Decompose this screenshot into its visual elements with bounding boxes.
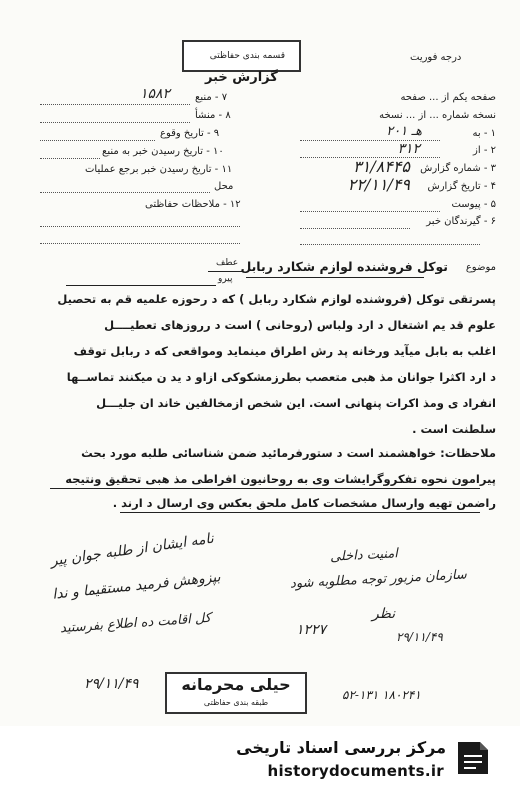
classification-stamp-bottom <box>165 672 307 714</box>
left-field-location-line <box>40 192 210 193</box>
body-line-6: سلطنت است . <box>412 422 496 436</box>
left-field-11: ۱۱ - تاریخ رسیدن خبر برجع عملیات <box>85 164 233 175</box>
field-2-label: از <box>473 145 481 156</box>
handwritten-left-line-2: بپزوهش فرمید مستقیما و ندا <box>51 569 222 603</box>
field-5: ۵ - پیوست <box>451 199 496 210</box>
field-6-line <box>300 228 410 229</box>
field-1: ۱ - به <box>472 128 496 139</box>
left-field-10: ۱۰ - تاریخ رسیدن خبر به منبع <box>102 146 224 157</box>
stamp-top-text: قسمه بندی حفاظتی <box>209 51 285 61</box>
left-field-10-num: ۱۰ <box>212 146 224 157</box>
field-5-line <box>300 211 440 212</box>
left-field-7-label: منبع <box>195 92 212 103</box>
subject-label: موضوع <box>465 262 496 273</box>
left-field-location: محل <box>214 181 234 192</box>
left-field-11-num: ۱۱ <box>221 164 233 175</box>
handwritten-right-number: ۱۲۲۷ <box>296 622 327 638</box>
field-5-num: ۵ <box>490 199 496 210</box>
field-2-num: ۲ <box>490 145 496 156</box>
remarks-label: ملاحظات <box>444 446 496 460</box>
piro-label: پیرو <box>218 274 233 284</box>
field-3-num: ۳ <box>490 163 496 174</box>
subject-left-rule <box>66 285 216 286</box>
handwritten-left-line-3: کل اقامت ده اطلاع بفرستید <box>59 610 212 637</box>
field-5-label: پیوست <box>451 199 481 210</box>
left-field-7-value: ۱۵۸۲ <box>140 86 171 102</box>
field-1-label: به <box>472 128 481 139</box>
remarks-text-1: : خواهشمند است د ستورفرمائید ضمن شناسائی طلبه مورد بحث <box>81 446 445 460</box>
left-field-12-num: ۱۲ <box>229 199 241 210</box>
atf-label: عطف <box>216 258 239 268</box>
left-field-8: ۸ - منشأ <box>195 110 231 121</box>
stamp-bottom-small: طبقه بندی حفاظتی <box>203 698 269 707</box>
body-line-5: انفراد ی ومذ اکرات پنهانی است. این شخص ازمخالفین خاند ان جلیـــل <box>96 396 496 410</box>
field-1-num: ۱ <box>490 128 496 139</box>
left-field-12-label: ملاحظات حفاظتی <box>145 199 220 210</box>
page-line: صفحه یکم از ... صفحه <box>400 92 496 103</box>
field-4: ۴ - تاریخ گزارش <box>427 181 496 192</box>
left-field-7: ۷ - منبع <box>195 92 228 103</box>
left-field-9-num: ۹ <box>213 128 220 139</box>
body-line-1: پسرتقی توکل (فروشنده لوازم شکارد ربابل ) که د رحوزه علمیه قم به تحصیل <box>57 292 496 306</box>
left-field-8-line <box>40 122 190 123</box>
copy-line: نسخه شماره ... از ... نسخه <box>379 110 496 121</box>
field-6-label: گیرندگان خبر <box>426 216 481 227</box>
left-field-11-label: تاریخ رسیدن خبر برجع عملیات <box>85 164 212 175</box>
stamp-bottom-big: حیلی محرمانه <box>181 675 291 694</box>
left-field-10-line <box>40 158 100 159</box>
document-icon <box>452 738 492 778</box>
handwritten-right-line-2: سازمان مزبور توجه مطلوبه شود <box>289 567 468 592</box>
field-4-value: ۲۲/۱۱/۴۹ <box>347 175 410 194</box>
atf-divider <box>208 271 242 272</box>
left-field-8-label: منشأ <box>195 110 216 121</box>
remarks-line-2: پیرامون نحوه تفکروگرایشات وی به روحانیون افراطی مذ هبی تحقیق ونتیجه <box>65 472 496 486</box>
subject-text: توکل فروشنده لوازم شکارد ربابل <box>240 259 448 274</box>
report-title: گزارش خبر <box>205 70 278 85</box>
field-2: ۲ - از <box>473 145 496 156</box>
handwritten-right-initial: نظر <box>372 606 396 622</box>
body-line-2: علوم قد یم اشتغال د ارد ولباس (روحانی ) است د رروزهای تعطیــــل <box>104 318 496 332</box>
field-6-line-2 <box>300 244 480 245</box>
logo-title: مرکز بررسی اسناد تاریخی <box>236 738 446 757</box>
left-field-9-label: تاریخ وقوع <box>160 128 204 139</box>
handwritten-right-line-1: امنیت داخلی <box>329 546 399 565</box>
left-notes-line-2 <box>40 243 240 244</box>
bottom-reference-number: ۵۲-۱۳۱ ۱۸۰۲۴۱ <box>342 688 421 702</box>
field-4-label: تاریخ گزارش <box>427 181 481 192</box>
field-3-label: شماره گزارش <box>420 163 481 174</box>
remarks-underline-2 <box>50 488 480 489</box>
field-3: ۳ - شماره گزارش <box>420 163 496 174</box>
handwritten-left-date: ۲۹/۱۱/۴۹ <box>84 676 139 692</box>
left-field-8-num: ۸ <box>225 110 231 121</box>
field-6: ۶ - گیرندگان خبر <box>426 216 496 227</box>
left-field-9-line <box>40 140 155 141</box>
field-3-value: ۳۱/۸۴۴۵ <box>353 157 410 176</box>
classification-stamp-top <box>182 40 301 72</box>
body-line-4: د ارد اکثرا جوانان مذ هبی متعصب بطرزمشکوکی ازاو د ید ن میکنند تماســها <box>66 370 496 384</box>
watermark-area <box>0 726 520 792</box>
left-field-9: ۹ - تاریخ وقوع <box>160 128 220 139</box>
logo-url[interactable]: historydocuments.ir <box>267 762 444 780</box>
remarks-line-1 <box>81 446 496 460</box>
left-field-7-num: ۷ <box>221 92 228 103</box>
field-2-value: ۳۱۲ <box>397 141 420 157</box>
field-6-num: ۶ <box>490 216 496 227</box>
field-1-value: ۲۰۱ هـ <box>386 124 422 139</box>
left-field-12: ۱۲ - ملاحظات حفاظتی <box>145 199 241 210</box>
left-field-10-label: تاریخ رسیدن خبر به منبع <box>102 146 204 157</box>
handwritten-left-line-1: نامه ایشان از طلبه جوان پیر <box>49 530 215 570</box>
urgency-label: درجه فوریت <box>410 52 462 63</box>
remarks-underline-3 <box>120 512 480 513</box>
left-field-7-line <box>40 104 190 105</box>
subject-underline <box>246 277 424 278</box>
field-4-num: ۴ <box>490 181 496 192</box>
handwritten-right-date: ۲۹/۱۱/۴۹ <box>396 630 443 644</box>
body-line-3: اغلب به بابل میآید ورخانه پد رش اطراق مینماید ومواقعی که د ربابل توقف <box>73 344 496 358</box>
remarks-line-3: راضمن تهیه وارسال مشخصات کامل ملحق بعکس وی ارسال د ارند . <box>112 496 496 510</box>
left-notes-line-1 <box>40 226 240 227</box>
